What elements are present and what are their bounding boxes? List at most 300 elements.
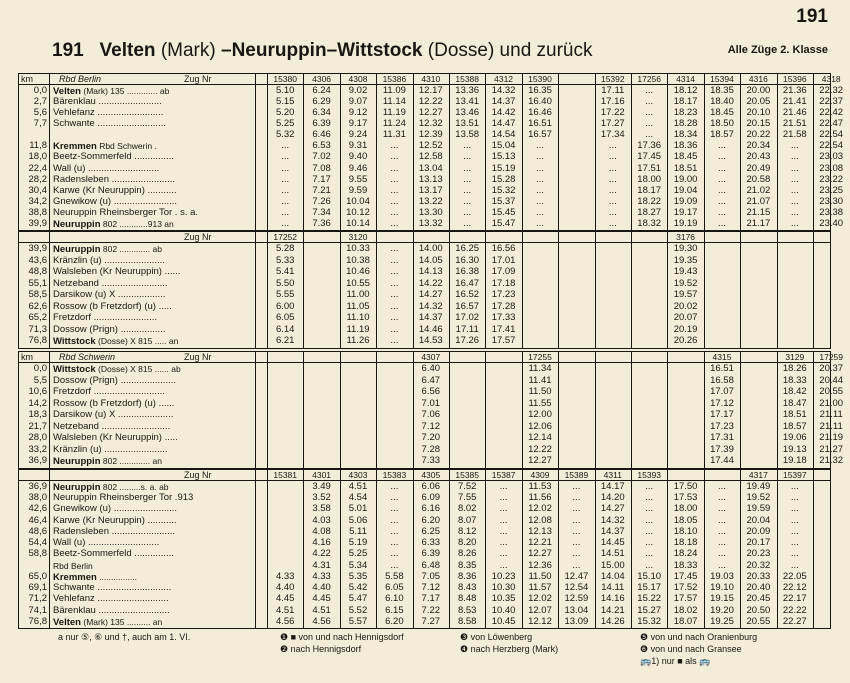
departure-time: ... — [390, 525, 399, 537]
departure-time: 17.39 — [710, 443, 734, 455]
departure-time: ... — [608, 217, 617, 229]
departure-time: 17.23 — [710, 420, 734, 432]
departure-time: ... — [499, 492, 508, 504]
departure-time: 18.18 — [673, 537, 698, 549]
km-value: 36,9 — [28, 481, 47, 492]
train-number: 4310 — [421, 74, 441, 84]
station-extra: (Mark) 135 ............. ab — [81, 86, 170, 96]
departure-time: ... — [718, 525, 726, 537]
departure-time: 8.20 — [457, 537, 477, 549]
departure-time: 12.32 — [418, 118, 443, 130]
departure-time: 7.02 — [312, 151, 331, 163]
departure-time: 8.43 — [457, 582, 477, 594]
departure-time: 18.36 — [673, 140, 698, 152]
km-divider — [49, 232, 50, 348]
station-name — [53, 208, 198, 218]
departure-time: 5.25 — [348, 548, 368, 560]
timetable-section — [18, 469, 831, 629]
departure-time: ... — [536, 151, 544, 163]
departure-time: 17.45 — [637, 151, 662, 163]
train-number: 15385 — [455, 470, 480, 480]
km-value: 28,2 — [28, 173, 47, 185]
departure-time: 7.06 — [421, 409, 441, 421]
departure-time: ... — [790, 537, 799, 549]
departure-time: 22.54 — [819, 129, 844, 141]
departure-time: 22.42 — [819, 107, 844, 119]
departure-time: 12.00 — [528, 409, 552, 421]
departure-time: 5.35 — [348, 570, 368, 582]
departure-time: 20.26 — [673, 335, 698, 347]
departure-time: 20.10 — [746, 107, 771, 119]
departure-time: 18.51 — [673, 162, 698, 174]
station-label: Radensleben ........................ — [53, 525, 175, 537]
departure-time: ... — [390, 492, 399, 504]
departure-time: ... — [790, 514, 799, 526]
footnote: a nur ⑤, ⑥ und †, auch am 1. VI. — [58, 632, 191, 642]
departure-time: 3.52 — [312, 492, 331, 504]
station-label: Bärenklau ........................ — [53, 96, 162, 108]
departure-time: 14.46 — [418, 323, 443, 335]
departure-time: 9.07 — [348, 96, 368, 108]
departure-time: 19.13 — [782, 443, 807, 455]
timetable-section — [18, 231, 831, 349]
departure-time: 17.28 — [491, 300, 516, 312]
departure-time: 11.00 — [346, 289, 370, 301]
station-label: Gnewikow (u) ........................ — [53, 503, 178, 515]
title-dash-1: – — [220, 40, 232, 61]
departure-time: 23.38 — [819, 206, 844, 218]
departure-time: 12.22 — [528, 443, 552, 455]
departure-time: ... — [718, 217, 726, 229]
departure-time: 15.27 — [637, 604, 662, 616]
station-label: Rossow (b Fretzdorf) (u) ...... — [53, 397, 175, 409]
departure-time: ... — [718, 162, 726, 174]
departure-time: 14.54 — [491, 129, 516, 141]
departure-time: 17.57 — [673, 593, 698, 605]
title-to-mark: (Dosse) und zurück — [427, 40, 593, 61]
station-divider — [255, 232, 256, 348]
departure-time: 20.19 — [673, 323, 698, 335]
station-name — [53, 561, 93, 572]
departure-time: 9.46 — [348, 162, 368, 174]
km-value: 46,4 — [28, 514, 47, 526]
departure-time: 18.57 — [710, 129, 734, 141]
departure-time: 5.41 — [275, 266, 295, 278]
station-label: Darsikow (u) X ..................... — [53, 409, 174, 421]
departure-time: 13.58 — [455, 129, 480, 141]
departure-time: 20.43 — [746, 151, 771, 163]
departure-time: 5.01 — [348, 503, 368, 515]
departure-time: 17.18 — [491, 277, 516, 289]
km-header: km — [21, 352, 33, 362]
train-number: 15387 — [491, 470, 516, 480]
departure-time: ... — [281, 195, 290, 207]
page-title — [52, 40, 593, 62]
km-value: 36,9 — [28, 455, 47, 467]
departure-time: 5.11 — [349, 525, 367, 537]
station-label: Kremmen — [53, 141, 97, 153]
station-name — [53, 594, 169, 604]
departure-time: ... — [281, 173, 290, 185]
departure-time: 20.00 — [746, 85, 771, 96]
departure-time: ... — [790, 140, 799, 152]
km-value: 34,2 — [28, 195, 47, 207]
departure-time: 11.24 — [382, 118, 406, 130]
departure-time: 12.58 — [418, 151, 443, 163]
departure-time: 23.40 — [819, 217, 844, 229]
departure-time: 5.47 — [348, 593, 368, 605]
departure-time: 13.09 — [564, 615, 589, 627]
departure-time: 11.50 — [528, 386, 552, 398]
departure-time: ... — [499, 514, 508, 526]
departure-time: ... — [718, 184, 726, 196]
footnote: ❹ nach Herzberg (Mark) — [460, 644, 559, 654]
station-label: Bärenklau ........................... — [53, 604, 170, 616]
departure-time: ... — [390, 312, 399, 324]
departure-time: 15.32 — [637, 615, 662, 627]
departure-time: 12.12 — [528, 615, 552, 627]
train-column-divider — [267, 352, 268, 468]
departure-time: 17.36 — [637, 140, 662, 152]
departure-time: 12.02 — [528, 503, 552, 515]
departure-time: 20.50 — [746, 604, 771, 616]
departure-time: 7.17 — [312, 173, 331, 185]
departure-time: 15.45 — [491, 206, 516, 218]
station-label: Dossow (Prign) ..................... — [53, 374, 176, 386]
departure-time: ... — [390, 548, 399, 560]
departure-time: ... — [572, 503, 581, 515]
train-column-divider — [631, 232, 632, 348]
departure-time: 11.57 — [528, 582, 552, 594]
station-name — [53, 445, 168, 455]
departure-time: 15.10 — [637, 570, 662, 582]
route-number: 191 — [52, 40, 84, 61]
km-value: 5,5 — [33, 374, 47, 386]
departure-time: 4.16 — [312, 537, 331, 549]
departure-time: ... — [608, 173, 617, 185]
departure-time: 17.51 — [637, 162, 662, 174]
departure-time: ... — [536, 162, 544, 174]
departure-time: 6.15 — [385, 604, 404, 616]
departure-time: 22.37 — [819, 96, 844, 108]
footnote: ❻ von und nach Gransee — [640, 644, 742, 654]
departure-time: 6.46 — [312, 129, 331, 141]
departure-time: 6.00 — [275, 300, 295, 312]
km-value: 38,0 — [28, 492, 47, 504]
departure-time: 15.47 — [491, 217, 516, 229]
departure-time: 22.05 — [782, 570, 807, 582]
departure-time: 22.27 — [782, 615, 807, 627]
departure-time: 14.22 — [418, 277, 443, 289]
km-value: 58,5 — [28, 289, 47, 301]
departure-time: ... — [718, 514, 726, 526]
station-label: Gnewikow (u) ........................ — [53, 195, 178, 207]
station-label: Kränzlin (u) ....................... — [53, 254, 165, 266]
zug-nr-label: Zug Nr — [184, 232, 212, 242]
km-value: 76,8 — [28, 615, 47, 627]
station-name — [53, 433, 178, 443]
departure-time: 13.46 — [455, 107, 480, 119]
departure-time: 6.40 — [421, 363, 441, 374]
departure-time: ... — [463, 206, 472, 218]
station-label: Fretzdorf ........................ — [53, 312, 157, 324]
station-name — [53, 617, 162, 628]
departure-time: 21.15 — [746, 206, 771, 218]
departure-time: 18.17 — [637, 184, 662, 196]
departure-time: 9.40 — [348, 151, 368, 163]
departure-time: 14.20 — [600, 492, 625, 504]
departure-time: 11.56 — [528, 492, 552, 504]
departure-time: 6.39 — [312, 118, 331, 130]
departure-time: 12.14 — [528, 432, 552, 444]
departure-time: ... — [645, 492, 654, 504]
departure-time: 21.27 — [819, 443, 844, 455]
departure-time: 14.27 — [600, 503, 625, 515]
train-number: 4315 — [712, 352, 732, 362]
station-name — [53, 325, 165, 335]
departure-time: 20.17 — [746, 537, 771, 549]
km-value: 55,1 — [28, 277, 47, 289]
section-header — [19, 232, 830, 243]
departure-time: 5.19 — [348, 537, 368, 549]
train-column-divider — [813, 470, 814, 628]
departure-time: 19.59 — [746, 503, 771, 515]
class-note: Alle Züge 2. Klasse — [727, 44, 828, 56]
departure-time: ... — [645, 129, 654, 141]
departure-time: 4.45 — [312, 593, 331, 605]
train-number: 3176 — [676, 232, 696, 242]
departure-time: ... — [499, 548, 508, 560]
departure-time: ... — [499, 481, 508, 492]
departure-time: 9.59 — [348, 184, 368, 196]
departure-time: 16.46 — [528, 107, 552, 119]
departure-time: 14.47 — [491, 118, 516, 130]
departure-time: 19.57 — [673, 289, 698, 301]
departure-time: 11.09 — [382, 85, 406, 96]
station-name — [53, 387, 165, 397]
departure-time: 7.12 — [421, 420, 441, 432]
train-number: 4312 — [494, 74, 514, 84]
departure-time: 20.44 — [819, 374, 844, 386]
departure-time: 14.32 — [418, 300, 443, 312]
departure-time: 9.31 — [348, 140, 368, 152]
departure-time: 17.53 — [673, 492, 698, 504]
station-label: Schwante .......................... — [53, 118, 166, 130]
departure-time: 17.33 — [491, 312, 516, 324]
departure-time: 4.33 — [275, 570, 295, 582]
departure-time: 5.28 — [275, 243, 295, 254]
train-number: 4309 — [530, 470, 550, 480]
departure-time: 12.27 — [528, 548, 552, 560]
departure-time: 20.23 — [746, 548, 771, 560]
departure-time: 18.34 — [673, 129, 698, 141]
departure-time: 5.58 — [385, 570, 404, 582]
departure-time: 13.04 — [418, 162, 443, 174]
departure-time: 14.53 — [418, 335, 443, 347]
departure-time: ... — [536, 184, 544, 196]
departure-time: 20.55 — [746, 615, 771, 627]
departure-time: 21.32 — [819, 455, 844, 467]
km-value: 65,2 — [28, 312, 47, 324]
km-value: 11,8 — [29, 140, 47, 152]
km-value: 48,8 — [28, 266, 47, 278]
departure-time: ... — [572, 548, 581, 560]
departure-time: ... — [718, 559, 726, 571]
departure-time: 19.15 — [710, 593, 734, 605]
train-number: 15386 — [382, 74, 407, 84]
train-number: 15383 — [382, 470, 407, 480]
departure-time: 15.28 — [491, 173, 516, 185]
departure-time: 4.54 — [348, 492, 368, 504]
rbd-header: Rbd Berlin — [59, 74, 102, 84]
departure-time: 11.10 — [346, 312, 370, 324]
departure-time: 5.15 — [275, 96, 295, 108]
departure-time: 4.22 — [312, 548, 331, 560]
departure-time: 16.38 — [455, 266, 480, 278]
km-value: 65,0 — [28, 570, 47, 582]
station-extra: 802 .........s. a. ab — [100, 482, 169, 492]
km-value: 48,6 — [28, 525, 47, 537]
departure-time: 16.52 — [455, 289, 480, 301]
departure-time: 18.33 — [673, 559, 698, 571]
departure-time: 6.34 — [312, 107, 331, 119]
departure-time: 20.02 — [673, 300, 698, 312]
departure-time: 6.48 — [421, 559, 441, 571]
departure-time: ... — [281, 217, 290, 229]
train-column-divider — [595, 352, 596, 468]
departure-time: ... — [608, 151, 617, 163]
station-extra: 802 ............. ab — [100, 244, 162, 254]
km-value: 71,3 — [28, 323, 47, 335]
departure-time: 18.57 — [782, 420, 807, 432]
departure-time: 18.40 — [710, 96, 734, 108]
departure-time: 14.13 — [418, 266, 443, 278]
station-name — [53, 422, 170, 432]
departure-time: 16.51 — [710, 363, 734, 374]
departure-time: 5.55 — [275, 289, 295, 301]
departure-time: 19.04 — [673, 184, 698, 196]
train-number: 15380 — [273, 74, 298, 84]
station-name — [53, 108, 163, 118]
station-name — [53, 549, 174, 559]
departure-time: ... — [390, 559, 399, 571]
departure-time: 17.52 — [673, 582, 698, 594]
departure-time: 13.41 — [455, 96, 480, 108]
station-label: Darsikow (u) X .................. — [53, 289, 166, 301]
train-number: 4316 — [748, 74, 768, 84]
departure-time: 13.13 — [418, 173, 443, 185]
train-number: 4301 — [312, 470, 332, 480]
departure-time: 18.51 — [782, 409, 807, 421]
departure-time: ... — [390, 184, 399, 196]
departure-time: 11.19 — [346, 323, 370, 335]
station-extra: Rbd Berlin — [53, 560, 93, 571]
departure-time: 21.58 — [782, 129, 807, 141]
departure-time: 6.24 — [312, 85, 331, 96]
departure-time: 9.17 — [348, 118, 368, 130]
departure-time: ... — [790, 525, 799, 537]
departure-time: 3.58 — [312, 503, 331, 515]
departure-time: 8.26 — [457, 548, 477, 560]
departure-time: ... — [390, 140, 399, 152]
departure-time: 22.54 — [819, 140, 844, 152]
departure-time: ... — [572, 481, 581, 492]
departure-time: 17.45 — [673, 570, 698, 582]
departure-time: 5.57 — [348, 615, 368, 627]
departure-time: 7.22 — [421, 604, 441, 616]
departure-time: ... — [718, 503, 726, 515]
departure-time: 21.07 — [746, 195, 771, 207]
train-column-divider — [631, 352, 632, 468]
departure-time: 19.52 — [673, 277, 698, 289]
departure-time: 6.20 — [421, 514, 441, 526]
title-from: Velten — [99, 40, 156, 61]
departure-time: 10.23 — [491, 570, 516, 582]
departure-time: 12.13 — [528, 525, 552, 537]
departure-time: ... — [390, 277, 399, 289]
train-number: 4311 — [603, 470, 622, 480]
station-name — [53, 538, 159, 548]
departure-time: ... — [536, 173, 544, 185]
departure-time: 14.04 — [600, 570, 625, 582]
departure-time: 20.55 — [819, 386, 844, 398]
station-name — [53, 290, 165, 300]
departure-time: 7.05 — [421, 570, 441, 582]
departure-time: 9.55 — [348, 173, 368, 185]
departure-time: ... — [572, 492, 581, 504]
departure-time: ... — [718, 481, 726, 492]
departure-time: 20.04 — [746, 514, 771, 526]
train-number: 15381 — [273, 470, 298, 480]
departure-time: 19.17 — [673, 206, 698, 218]
station-label: Vehlefanz ......................... — [53, 107, 164, 119]
departure-time: 16.47 — [455, 277, 480, 289]
departure-time: ... — [390, 266, 399, 278]
title-mid: Neuruppin — [231, 40, 327, 61]
departure-time: 16.57 — [528, 129, 552, 141]
departure-time: 19.03 — [710, 570, 734, 582]
km-value: 62,6 — [28, 300, 47, 312]
station-name — [53, 376, 176, 386]
departure-time: 4.40 — [312, 582, 331, 594]
departure-time: 21.02 — [746, 184, 771, 196]
departure-time: ... — [572, 525, 581, 537]
departure-time: 17.09 — [491, 266, 516, 278]
station-name — [53, 256, 165, 266]
station-label: Kremmen — [53, 571, 97, 583]
departure-time: 11.34 — [528, 363, 552, 374]
departure-time: ... — [499, 559, 508, 571]
departure-time: 5.42 — [348, 582, 368, 594]
departure-time: 14.32 — [600, 514, 625, 526]
departure-time: ... — [281, 206, 290, 218]
departure-time: 5.20 — [275, 107, 295, 119]
title-dash-2: – — [326, 40, 338, 61]
station-name — [53, 583, 171, 593]
departure-time: 19.52 — [746, 492, 771, 504]
departure-time: 20.22 — [746, 129, 771, 141]
departure-time: ... — [608, 184, 617, 196]
departure-time: 12.07 — [528, 604, 552, 616]
departure-time: 5.33 — [275, 254, 295, 266]
train-column-divider — [740, 232, 741, 348]
departure-time: 17.34 — [600, 129, 625, 141]
departure-time: 4.33 — [312, 570, 331, 582]
station-label: Velten — [53, 616, 81, 628]
train-number: 4314 — [676, 74, 696, 84]
departure-time: 4.51 — [275, 604, 295, 616]
departure-time: 18.35 — [710, 85, 734, 96]
